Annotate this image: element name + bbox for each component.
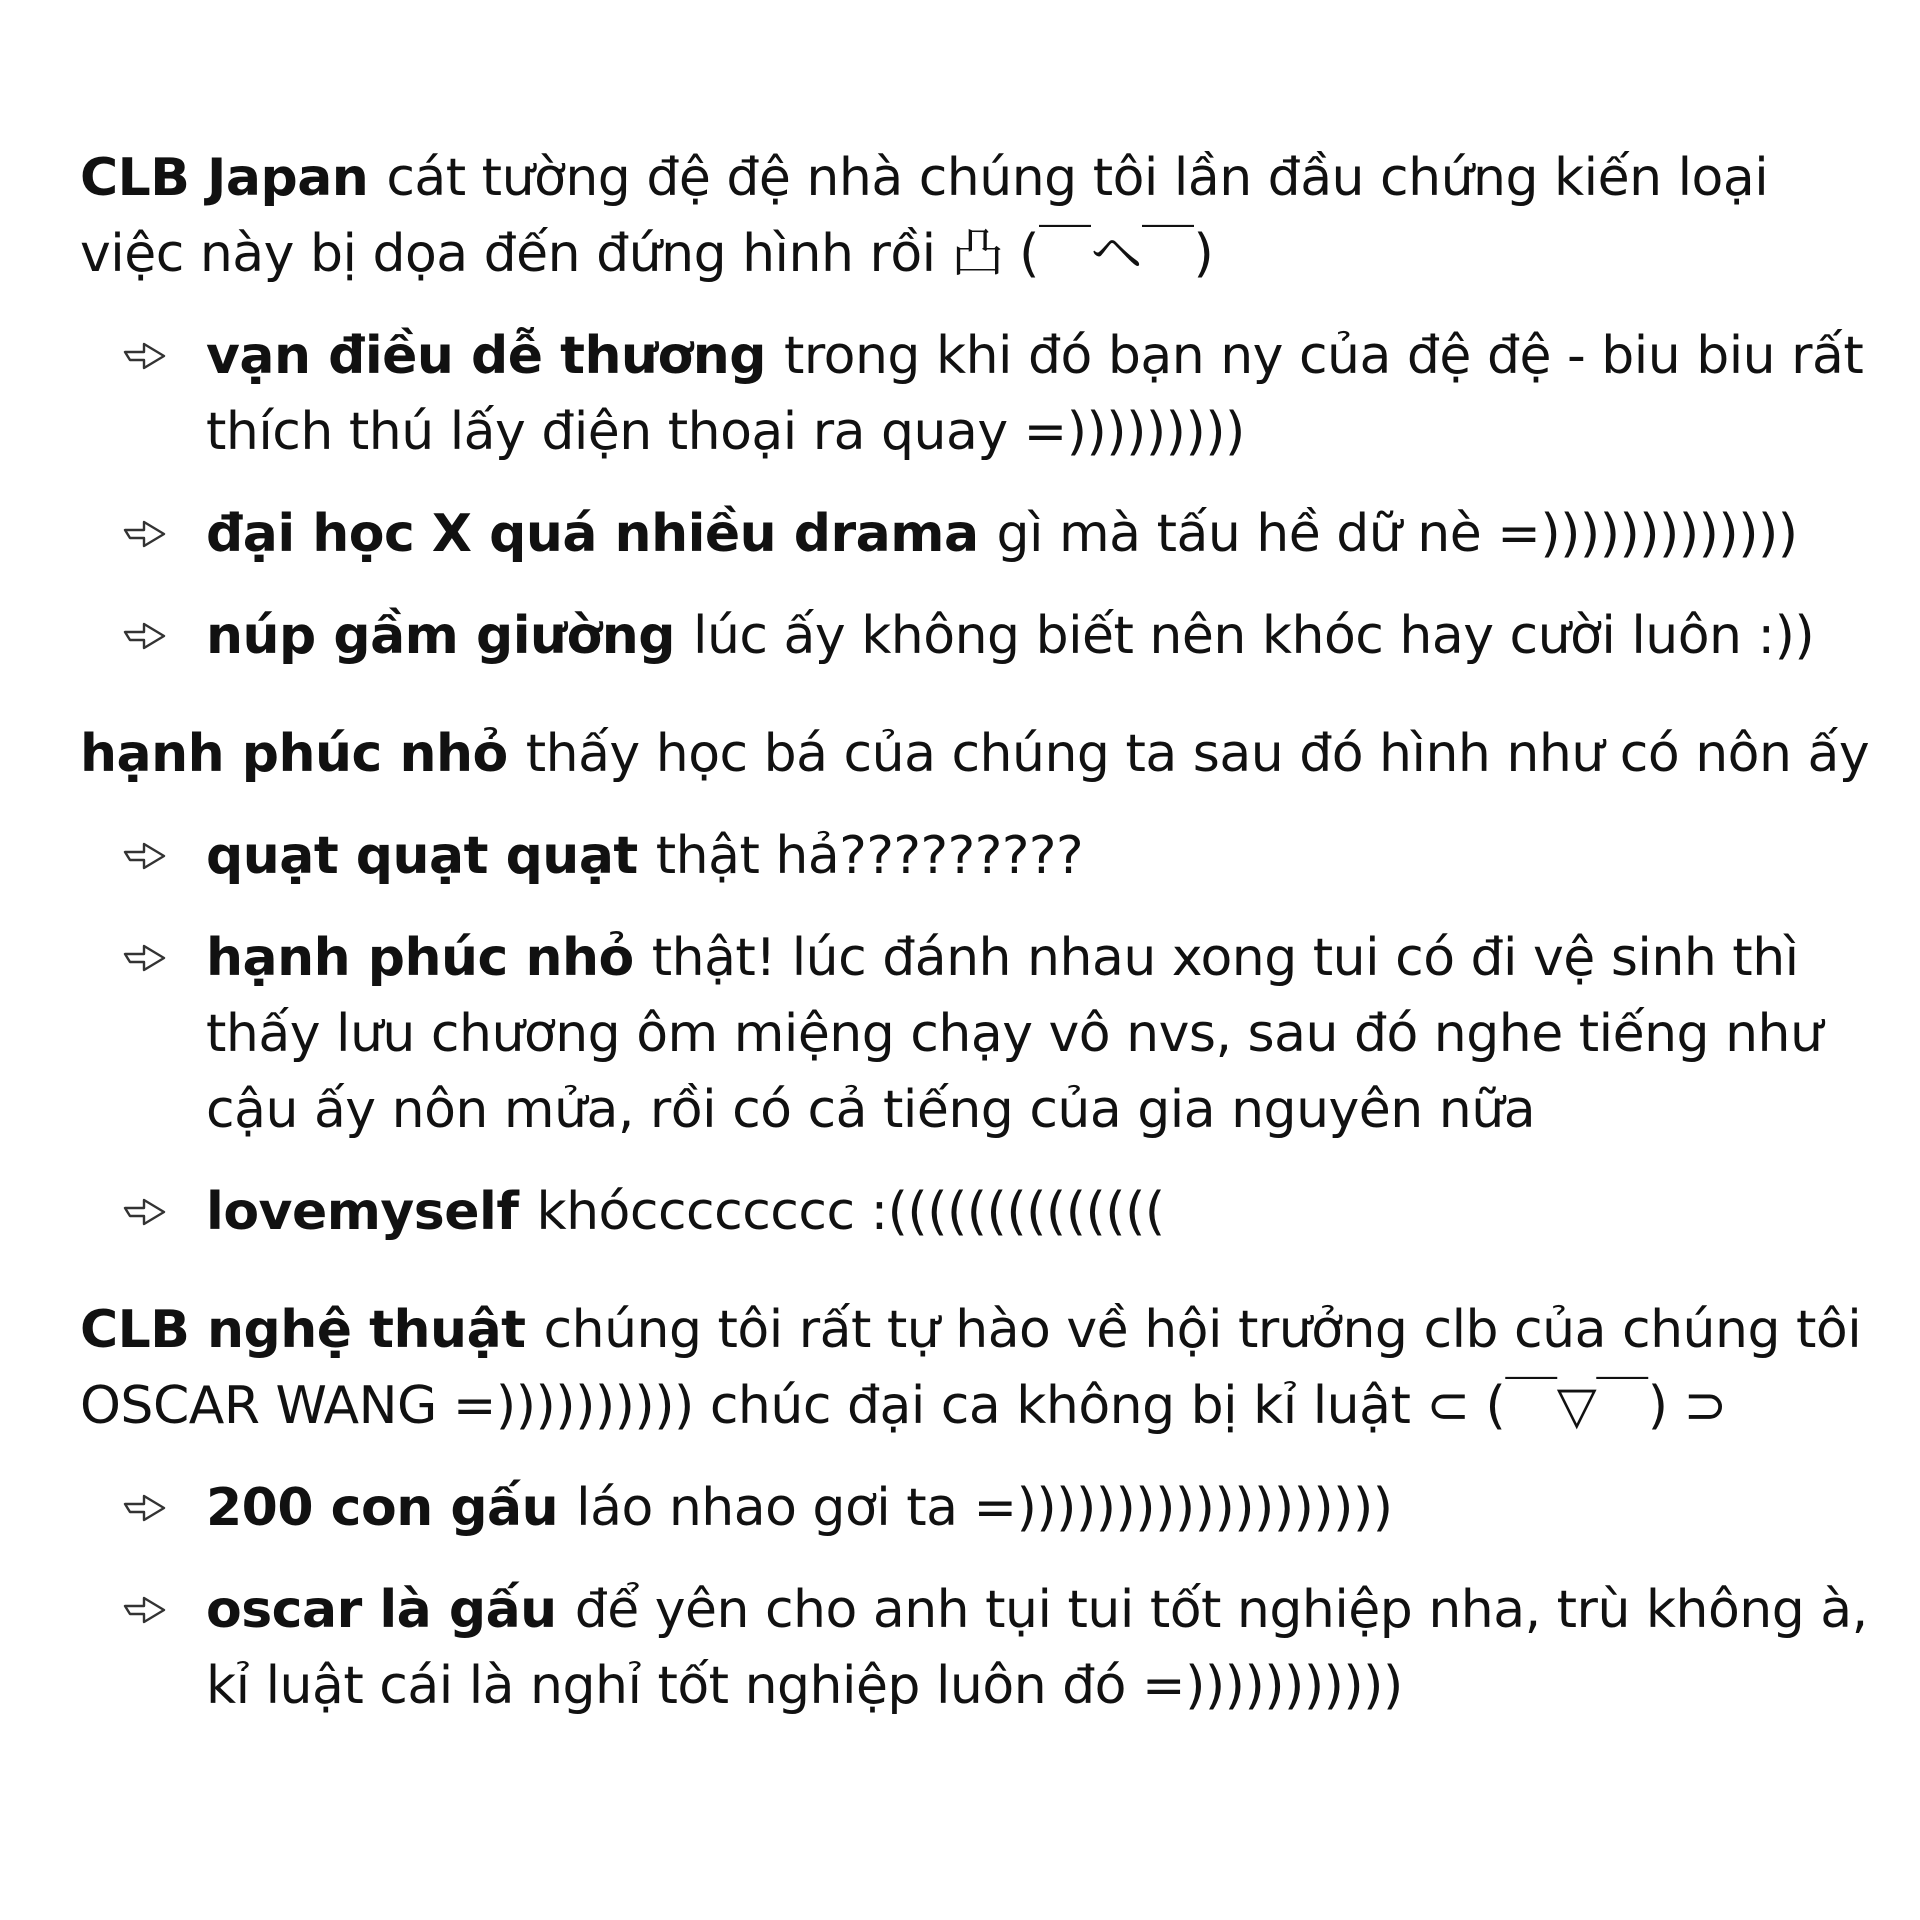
reply-item <box>122 1572 1870 1724</box>
reply-text: để yên cho anh tụi tui tốt nghiệp nha, trù không à, kỉ luật cái là nghỉ tốt nghiệp luôn đó =))))))))))) <box>206 1580 1868 1716</box>
comment-thread <box>80 140 1864 674</box>
reply-author[interactable]: núp gầm giường <box>206 606 675 666</box>
reply-item <box>122 496 1870 572</box>
reply-item <box>122 1470 1870 1546</box>
reply-comment <box>206 818 1870 894</box>
comment-thread <box>80 716 1870 1250</box>
reply-author[interactable]: đại học X quá nhiều drama <box>206 504 979 564</box>
top-comment <box>80 1292 1870 1444</box>
comment-thread <box>80 1292 1868 1724</box>
reply-comment <box>206 496 1870 572</box>
top-comment <box>80 716 1870 792</box>
reply-author[interactable]: lovemyself <box>206 1182 519 1242</box>
reply-text: khócccccccc :(((((((((((((( <box>536 1182 1165 1242</box>
reply-comment <box>206 1470 1870 1546</box>
reply-item <box>122 818 1870 894</box>
reply-author[interactable]: 200 con gấu <box>206 1478 559 1538</box>
comment-author[interactable]: hạnh phúc nhỏ <box>80 724 508 784</box>
reply-comment <box>206 318 1870 470</box>
reply-arrow-icon <box>122 318 192 394</box>
reply-arrow-icon <box>122 496 192 572</box>
comment-text: cát tường đệ đệ nhà chúng tôi lần đầu chứng kiến loại việc này bị dọa đến đứng hình rồi 凸 (￣ヘ￣) <box>80 148 1769 284</box>
reply-text: thật! lúc đánh nhau xong tui có đi vệ sinh thì thấy lưu chương ôm miệng chạy vô nvs, sau đó nghe tiếng như cậu ấy nôn mửa, rồi có cả tiếng của gia nguyên nữa <box>206 928 1823 1140</box>
reply-item <box>122 920 1870 1148</box>
reply-arrow-icon <box>122 920 192 996</box>
reply-item <box>122 318 1870 470</box>
reply-author[interactable]: oscar là gấu <box>206 1580 557 1640</box>
reply-comment <box>206 1572 1870 1724</box>
comment-text: chúng tôi rất tự hào về hội trưởng clb của chúng tôi OSCAR WANG =)))))))))) chúc đại ca không bị kỉ luật ⊂ (￣▽￣) ⊃ <box>80 1300 1862 1436</box>
reply-comment <box>206 1174 1870 1250</box>
reply-author[interactable]: quạt quạt quạt <box>206 826 638 886</box>
reply-comment <box>206 920 1870 1148</box>
reply-arrow-icon <box>122 1174 192 1250</box>
reply-author[interactable]: vạn điều dễ thương <box>206 326 767 386</box>
reply-arrow-icon <box>122 1470 192 1546</box>
top-comment <box>80 140 1870 292</box>
reply-text: gì mà tấu hề dữ nè =))))))))))))) <box>996 504 1798 564</box>
reply-text: lúc ấy không biết nên khóc hay cười luôn :)) <box>693 606 1815 666</box>
reply-comment <box>206 598 1870 674</box>
reply-text: trong khi đó bạn ny của đệ đệ - biu biu rất thích thú lấy điện thoại ra quay =))))))))) <box>206 326 1864 462</box>
reply-arrow-icon <box>122 818 192 894</box>
reply-item <box>122 598 1870 674</box>
comment-author[interactable]: CLB Japan <box>80 148 369 208</box>
reply-text: láo nhao gơi ta =))))))))))))))))))) <box>576 1478 1393 1538</box>
reply-arrow-icon <box>122 1572 192 1648</box>
reply-author[interactable]: hạnh phúc nhỏ <box>206 928 634 988</box>
comment-text: thấy học bá của chúng ta sau đó hình như có nôn ấy <box>525 724 1870 784</box>
reply-arrow-icon <box>122 598 192 674</box>
comment-author[interactable]: CLB nghệ thuật <box>80 1300 526 1360</box>
reply-item <box>122 1174 1870 1250</box>
reply-text: thật hả????????? <box>655 826 1084 886</box>
comment-feed <box>80 140 1870 1766</box>
